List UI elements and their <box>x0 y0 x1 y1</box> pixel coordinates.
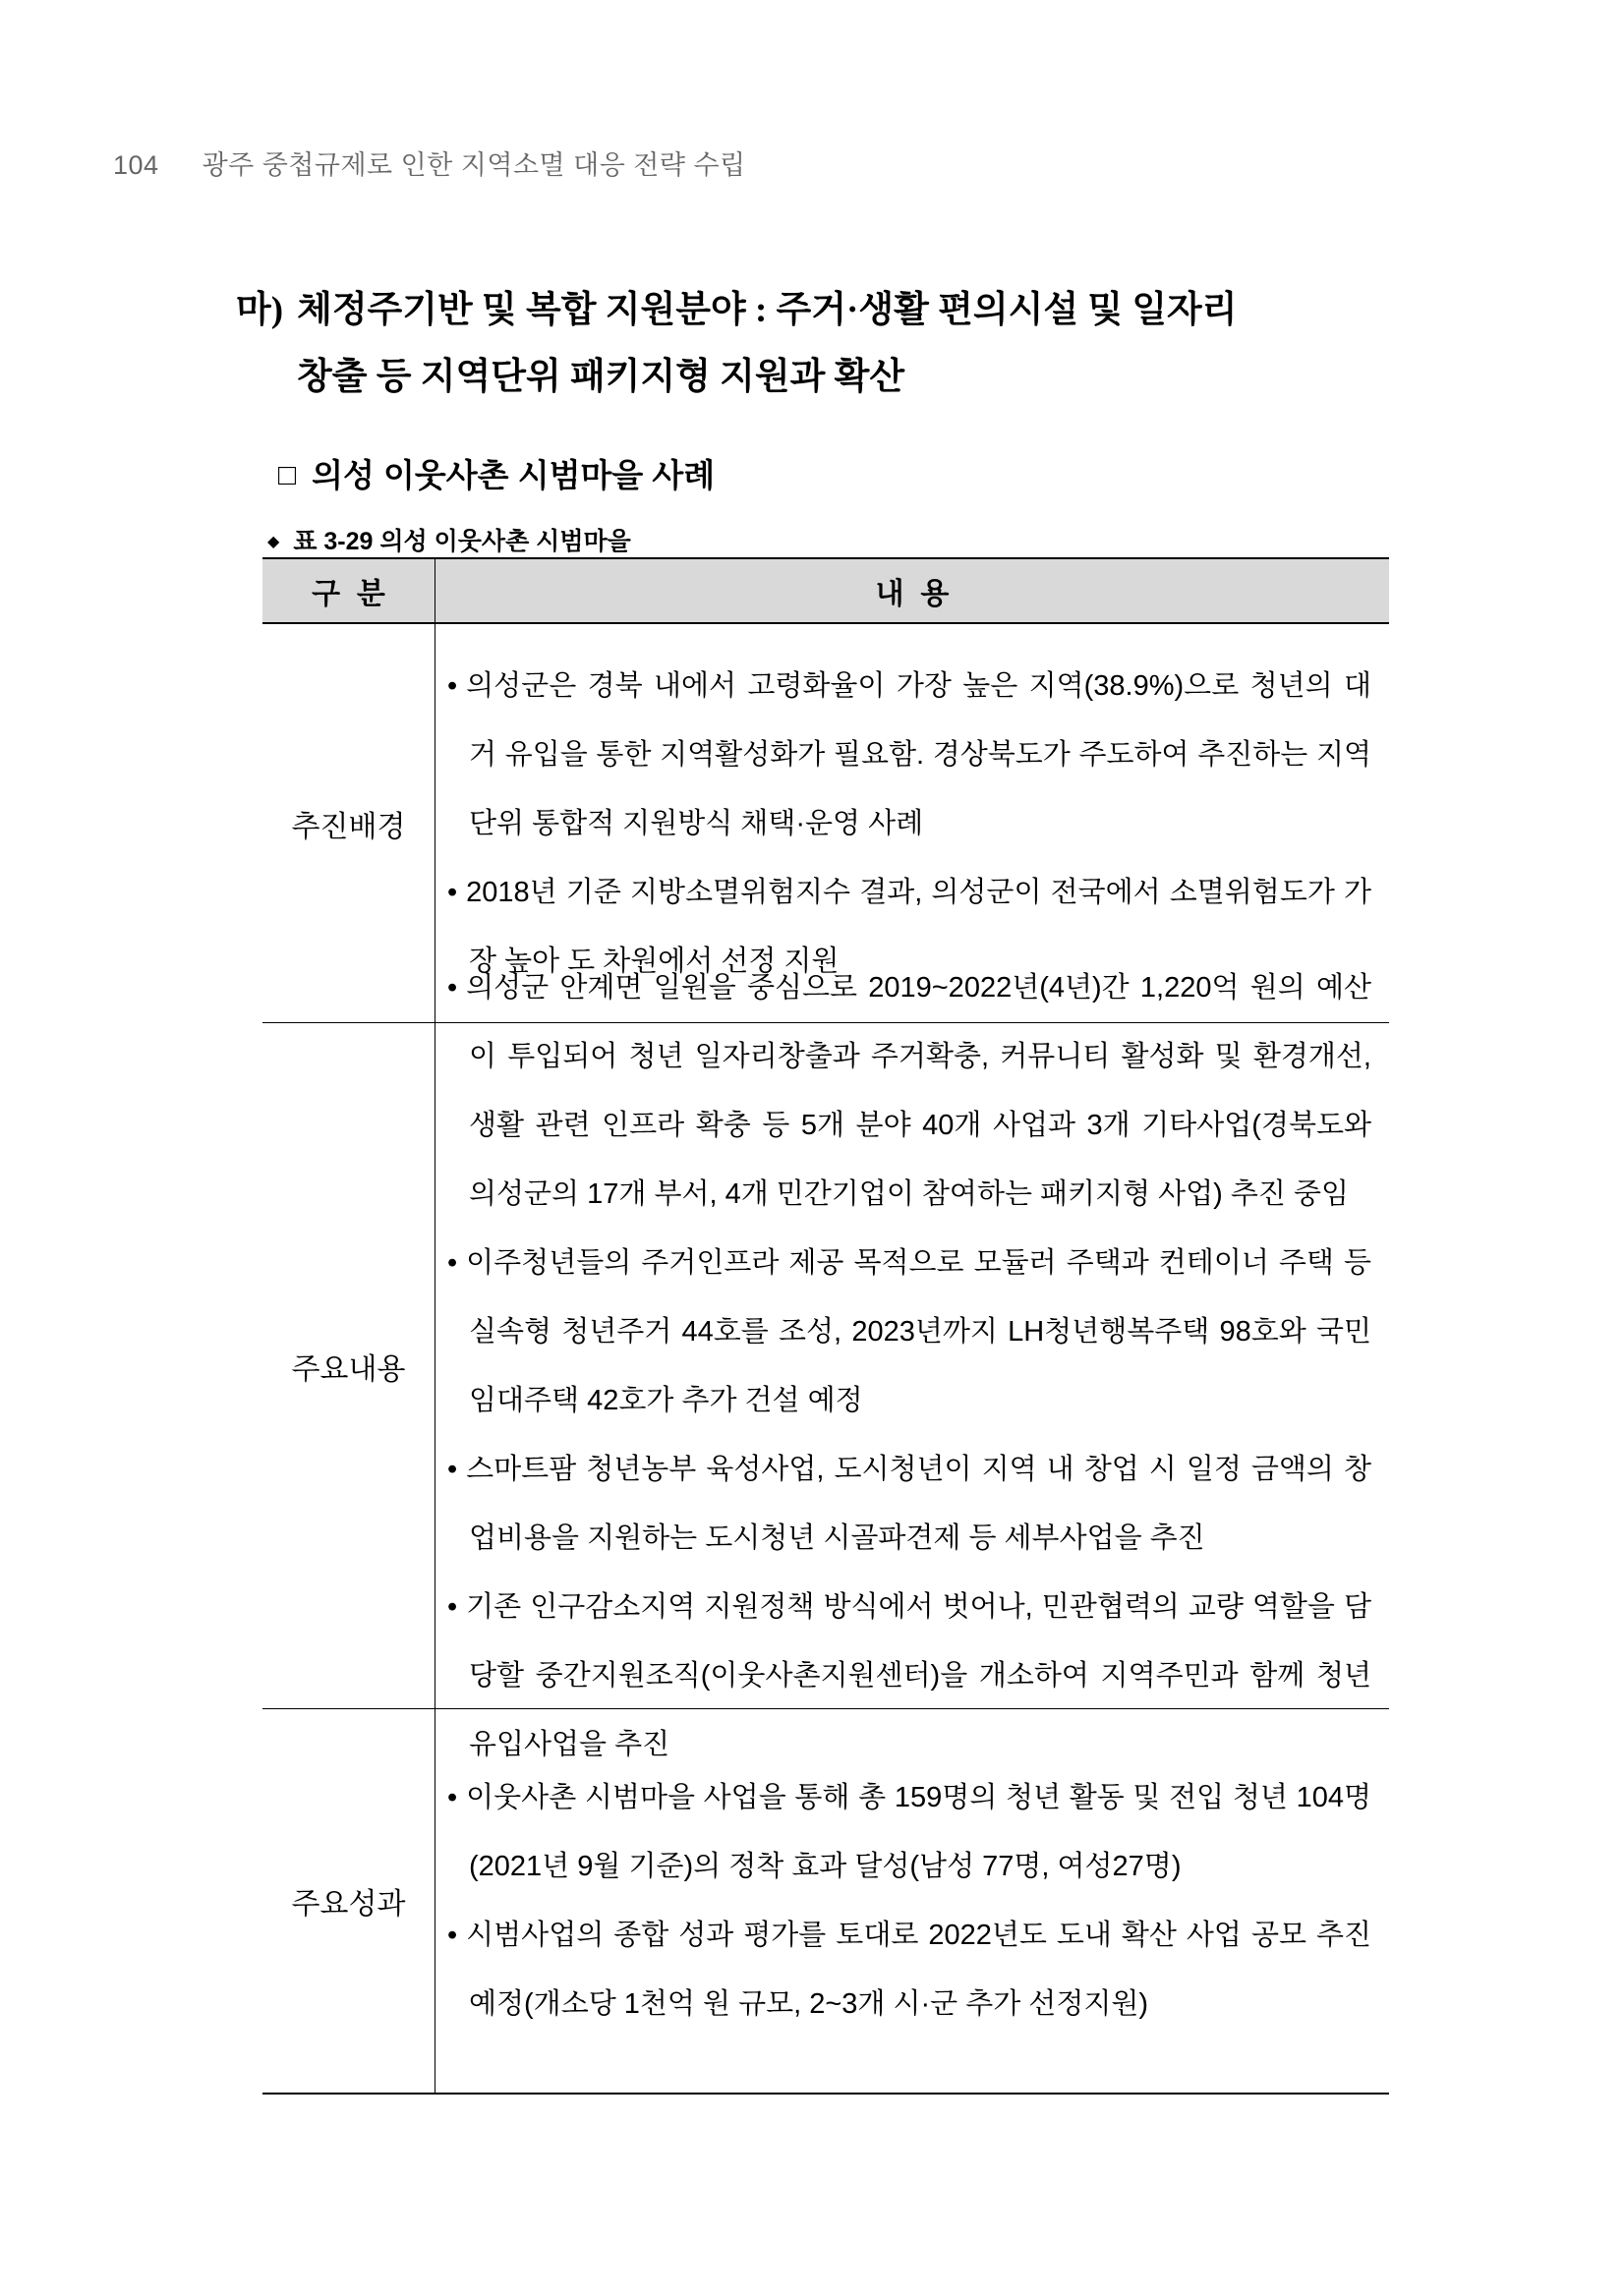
section-heading-line1 <box>236 277 1396 344</box>
row-label-main-content: 주요내용 <box>262 1023 435 1708</box>
table-caption <box>267 522 631 557</box>
list-item <box>447 1229 1371 1435</box>
bullet-icon: • <box>447 971 458 1004</box>
section-heading-line2: 창출 등 지역단위 패키지형 지원과 확산 <box>297 357 905 397</box>
list-item <box>447 652 1371 858</box>
list-item-text: 이웃사촌 시범마을 사업을 통해 총 159명의 청년 활동 및 전입 청년 104명(2021년 9월 기준)의 정착 효과 달성(남성 77명, 여성27명) <box>466 1782 1371 1882</box>
bullet-icon: • <box>447 669 458 702</box>
list-item-text: 의성군 안계면 일원을 중심으로 2019~2022년(4년)간 1,220억 원의 예산이 투입되어 청년 일자리창출과 주거확충, 커뮤니티 활성화 및 환경개선, 생활 관련 인프라 확충 등 5개 분야 40개 사업과 3개 기타사업(경북도와 의성군의 17개 부서, 4개 민간기업이 참여하는 패키지형 사업) 추진 중임 <box>466 971 1371 1210</box>
running-header <box>113 144 746 182</box>
row-content-key-results <box>435 1709 1389 2093</box>
bullet-icon: • <box>447 1920 458 1951</box>
list-item <box>447 1901 1371 2038</box>
list-item-text: 스마트팜 청년농부 육성사업, 도시청년이 지역 내 창업 시 일정 금액의 창업비용을 지원하는 도시청년 시골파견제 등 세부사업을 추진 <box>466 1453 1371 1554</box>
bullet-icon: • <box>447 1590 458 1623</box>
page-number: 104 <box>113 150 159 180</box>
list-item-text: 의성군은 경북 내에서 고령화율이 가장 높은 지역(38.9%)으로 청년의 대거 유입을 통한 지역활성화가 필요함. 경상북도가 주도하여 추진하는 지역단위 통합적 지원방식 채택·운영 사례 <box>466 669 1371 839</box>
subsection-heading <box>278 450 715 496</box>
row-content-main-content <box>435 971 1389 1760</box>
list-item-text: 2018년 기준 지방소멸위험지수 결과, 의성군이 전국에서 소멸위험도가 가장 높아 도 차원에서 선정 지원 <box>466 876 1371 977</box>
row-label-key-results: 주요성과 <box>262 1709 435 2093</box>
list-item-text: 기존 인구감소지역 지원정책 방식에서 벗어나, 민관협력의 교량 역할을 담당할 중간지원조직(이웃사촌지원센터)을 개소하여 지역주민과 함께 청년유입사업을 추진 <box>466 1590 1371 1760</box>
diamond-bullet-icon: ◆ <box>267 534 280 550</box>
square-bullet-icon: □ <box>278 459 297 491</box>
list-item-text: 시범사업의 종합 성과 평가를 토대로 2022년도 도내 확산 사업 공모 추진 예정(개소당 1천억 원 규모, 2~3개 시·군 추가 선정지원) <box>466 1920 1371 2020</box>
table-header-content: 내 용 <box>875 578 950 610</box>
list-item <box>447 1435 1371 1573</box>
table-header-category: 구 분 <box>262 559 435 622</box>
table-row-main-content <box>262 971 1389 1760</box>
section-heading-label: 마) <box>236 290 284 330</box>
list-item-text: 이주청년들의 주거인프라 제공 목적으로 모듈러 주택과 컨테이너 주택 등 실속형 청년주거 44호를 조성, 2023년까지 LH청년행복주택 98호와 국민임대주택 42호가 추가 건설 예정 <box>466 1246 1371 1416</box>
list-item <box>447 1763 1371 1901</box>
row-label-background: 추진배경 <box>262 624 435 1022</box>
subsection-heading-text: 의성 이웃사촌 시범마을 사례 <box>312 457 716 493</box>
bullet-icon: • <box>447 1782 458 1813</box>
running-title: 광주 중첩규제로 인한 지역소멸 대응 전략 수립 <box>202 150 746 180</box>
table-header-row <box>262 559 1389 624</box>
bullet-icon: • <box>447 1453 458 1485</box>
table-3-29 <box>262 557 1389 2095</box>
bullet-icon: • <box>447 876 458 908</box>
section-heading-text: 체정주기반 및 복합 지원분야 : 주거·생활 편의시설 및 일자리 <box>297 290 1238 330</box>
list-item <box>447 953 1371 1229</box>
bullet-icon: • <box>447 1246 458 1279</box>
section-heading <box>236 277 1396 411</box>
table-caption-text: 표 3-29 의성 이웃사촌 시범마을 <box>293 528 631 555</box>
table-row-key-results <box>262 1708 1389 2093</box>
